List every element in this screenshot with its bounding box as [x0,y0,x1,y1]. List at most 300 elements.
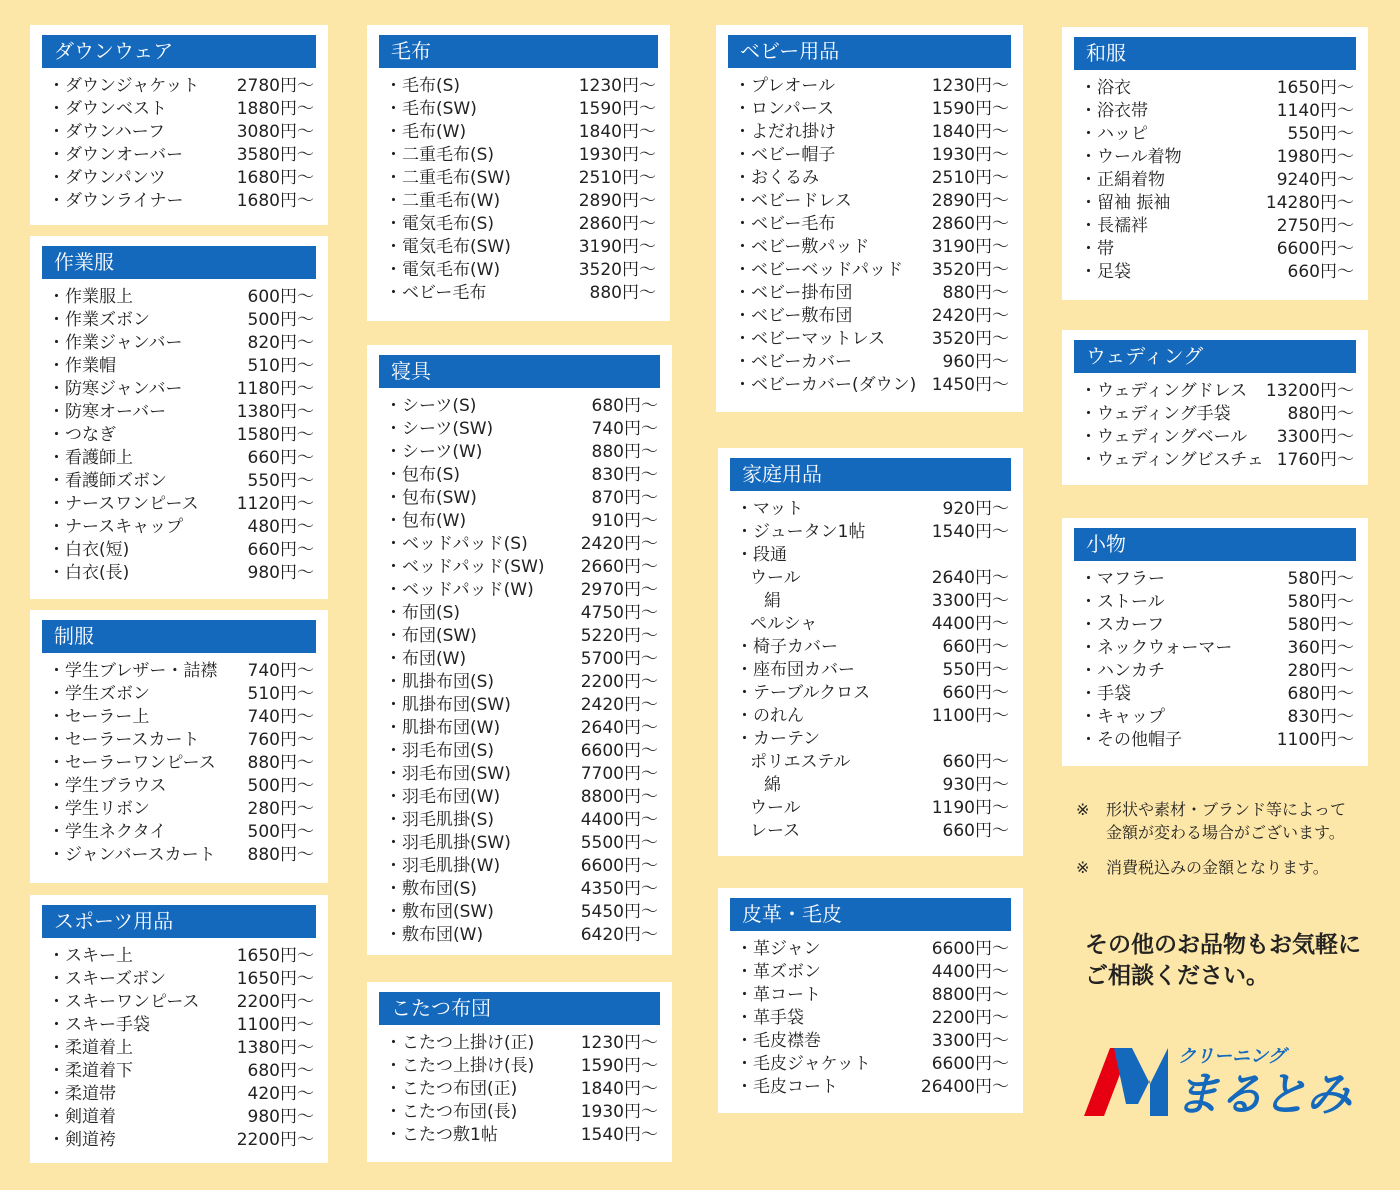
item-price: 2510円〜 [931,168,1009,188]
item-price: 660円〜 [942,821,1009,841]
price-row [48,1014,314,1037]
item-name: ・学生リボン [48,799,150,819]
item-name: ・ナースワンピース [48,494,199,514]
section-down [30,25,328,225]
item-price: 360円〜 [1287,638,1354,658]
section-baby [716,25,1023,412]
section-title: ダウンウェア [42,35,316,68]
item-list [48,945,314,1152]
price-row [385,602,658,625]
item-price: 880円〜 [591,442,658,462]
price-row [1080,449,1354,472]
item-name: ・革ズボン [736,962,821,982]
price-row [385,144,656,167]
item-name: ・ナースキャップ [48,517,184,537]
item-name: ・ダウンジャケット [48,76,200,96]
item-price: 500円〜 [247,822,314,842]
item-name: ・セーラーワンピース [48,753,216,773]
item-price: 1680円〜 [236,168,314,188]
item-price: 580円〜 [1287,569,1354,589]
item-name: ・スキーワンピース [48,992,200,1012]
section-sports [30,895,328,1163]
item-price: 14280円〜 [1265,193,1354,213]
price-row [736,682,1009,705]
item-price: 580円〜 [1287,592,1354,612]
item-name: ・ベビー帽子 [734,145,836,165]
item-name: ・包布(W) [385,511,467,531]
price-row [48,539,314,562]
price-row [1080,614,1354,637]
item-price: 1140円〜 [1276,101,1354,121]
item-price: 26400円〜 [920,1077,1009,1097]
price-row [385,556,658,579]
item-price: 2780円〜 [236,76,314,96]
item-price: 550円〜 [942,660,1009,680]
price-row [385,395,658,418]
price-row [736,1076,1009,1099]
price-row [385,924,658,947]
item-name: ウール [750,568,801,588]
item-price: 8800円〜 [931,985,1009,1005]
inquiry-message [1085,930,1361,992]
price-row [385,418,658,441]
item-name: ・革手袋 [736,1008,804,1028]
item-name: ・手袋 [1080,684,1131,704]
price-row [48,493,314,516]
price-row [385,1101,658,1124]
item-name: ・スキー上 [48,946,133,966]
section-title: ウェディング [1074,340,1356,373]
price-row [385,878,658,901]
item-price: 2890円〜 [931,191,1009,211]
item-price: 1980円〜 [1276,147,1354,167]
price-row [1080,591,1354,614]
item-name: ・羽毛肌掛(SW) [385,833,511,853]
price-row [385,259,656,282]
item-name: ・毛布(W) [385,122,467,142]
price-row [1080,192,1354,215]
item-name: ・布団(SW) [385,626,477,646]
item-price: 1840円〜 [931,122,1009,142]
price-row [48,355,314,378]
price-row [385,809,658,832]
item-name: ・テーブルクロス [736,683,871,703]
logo [1080,1040,1370,1120]
item-price: 1680円〜 [236,191,314,211]
section-home [718,448,1023,856]
item-price: 930円〜 [942,775,1009,795]
price-row [736,613,1009,636]
item-name: レース [750,821,801,841]
note-line: 消費税込みの金額となります。 [1106,858,1329,877]
price-row [48,821,314,844]
price-row [48,424,314,447]
price-row [1080,380,1354,403]
section-bedding [367,345,672,955]
item-price: 1590円〜 [580,1056,658,1076]
item-name: ・二重毛布(S) [385,145,495,165]
item-name: ・プレオール [734,76,835,96]
item-price: 4400円〜 [931,962,1009,982]
price-row [48,121,314,144]
item-price: 1650円〜 [1276,78,1354,98]
item-name: ・その他帽子 [1080,730,1182,750]
item-name: ・白衣(長) [48,563,130,583]
price-row [1080,706,1354,729]
item-price: 550円〜 [1287,124,1354,144]
item-name: ・シーツ(S) [385,396,477,416]
item-price: 6600円〜 [1276,239,1354,259]
item-list [1080,380,1354,472]
item-price: 2860円〜 [931,214,1009,234]
item-name: ・マット [736,499,804,519]
price-row [48,844,314,867]
price-row [734,167,1009,190]
item-name: ・羽毛肌掛(S) [385,810,495,830]
item-price: 1930円〜 [580,1102,658,1122]
item-price: 830円〜 [1287,707,1354,727]
item-price: 4400円〜 [931,614,1009,634]
inquiry-line: ご相談ください。 [1085,963,1269,989]
item-price: 550円〜 [247,471,314,491]
item-price: 510円〜 [247,356,314,376]
price-row [1080,568,1354,591]
item-name: ・ベビー毛布 [734,214,836,234]
price-row [48,775,314,798]
item-price: 600円〜 [247,287,314,307]
price-row [734,190,1009,213]
item-name: ・毛布(SW) [385,99,477,119]
item-price: 6600円〜 [580,856,658,876]
item-name: ・白衣(短) [48,540,130,560]
item-name: ・ダウンハーフ [48,122,165,142]
price-row [734,259,1009,282]
price-row [736,797,1009,820]
item-name: ・電気毛布(S) [385,214,495,234]
price-row [734,75,1009,98]
price-row [385,464,658,487]
price-row [385,236,656,259]
item-price: 2200円〜 [236,992,314,1012]
price-row [734,121,1009,144]
price-row [1080,683,1354,706]
price-row [48,1037,314,1060]
price-row [385,487,658,510]
item-price: 3520円〜 [578,260,656,280]
item-name: ・ジュータン1帖 [736,522,866,542]
item-price: 2860円〜 [578,214,656,234]
price-row [736,705,1009,728]
item-name: ・ウェディング手袋 [1080,404,1231,424]
item-name: ・敷布団(W) [385,925,484,945]
note [1076,856,1346,879]
item-price: 420円〜 [247,1084,314,1104]
item-name: ・柔道着上 [48,1038,133,1058]
item-name: ・ウール着物 [1080,147,1182,167]
section-kotatsu [367,982,672,1162]
item-name: ・ストール [1080,592,1165,612]
item-price: 3520円〜 [931,260,1009,280]
item-price: 2200円〜 [580,672,658,692]
item-price: 1760円〜 [1276,450,1354,470]
item-price: 1230円〜 [931,76,1009,96]
price-row [734,213,1009,236]
price-row [736,567,1009,590]
price-row [385,441,658,464]
item-name: ・布団(W) [385,649,467,669]
item-name: ・ベッドパッド(S) [385,534,528,554]
item-name: ・足袋 [1080,262,1131,282]
item-name: ・セーラー上 [48,707,150,727]
item-name: ・ロンパース [734,99,834,119]
item-price: 1380円〜 [236,1038,314,1058]
item-name: 絹 [764,591,781,611]
item-price: 660円〜 [247,448,314,468]
item-name: ・座布団カバー [736,660,855,680]
logo-mark-icon [1080,1044,1172,1120]
section-title: スポーツ用品 [42,905,316,938]
item-price: 580円〜 [1287,615,1354,635]
item-price: 980円〜 [247,1107,314,1127]
price-row [48,1083,314,1106]
item-name: ・剣道袴 [48,1130,116,1150]
item-name: ・ハッピ [1080,124,1148,144]
item-price: 1540円〜 [580,1125,658,1145]
item-name: ・セーラースカート [48,730,200,750]
notes [1076,798,1346,891]
price-row [734,351,1009,374]
price-row [734,236,1009,259]
item-price: 1380円〜 [236,402,314,422]
item-list [736,938,1009,1099]
price-row [1080,100,1354,123]
price-row [385,1124,658,1147]
note [1076,798,1346,844]
item-price: 3300円〜 [931,591,1009,611]
price-row [385,648,658,671]
item-name: ・正絹着物 [1080,170,1165,190]
item-price: 1650円〜 [236,969,314,989]
item-name: ・敷布団(S) [385,879,478,899]
item-name: ・こたつ布団(長) [385,1102,518,1122]
section-title: 作業服 [42,246,316,279]
price-row [736,1053,1009,1076]
item-name: ・浴衣帯 [1080,101,1148,121]
item-price: 500円〜 [247,776,314,796]
item-price: 3300円〜 [931,1031,1009,1051]
price-row [1080,169,1354,192]
item-price: 280円〜 [247,799,314,819]
price-row [1080,215,1354,238]
item-price: 3190円〜 [578,237,656,257]
item-name: ・スキーズボン [48,969,167,989]
price-row [1080,403,1354,426]
item-list [1080,568,1354,752]
price-row [48,1129,314,1152]
item-name: ・学生ブレザー・詰襟 [48,661,218,681]
item-name: ・ベビー敷パッド [734,237,870,257]
item-price: 660円〜 [942,683,1009,703]
item-price: 1180円〜 [236,379,314,399]
item-name: ・毛布(S) [385,76,461,96]
item-price: 3080円〜 [236,122,314,142]
item-name: ・学生ネクタイ [48,822,167,842]
item-name: ・布団(S) [385,603,461,623]
item-price: 2200円〜 [931,1008,1009,1028]
price-row [385,510,658,533]
item-name: ・のれん [736,706,804,726]
item-name: ・こたつ敷1帖 [385,1125,498,1145]
price-row [734,305,1009,328]
price-row [48,332,314,355]
price-row [48,286,314,309]
price-row [736,984,1009,1007]
item-name: ウール [750,798,801,818]
price-row [385,625,658,648]
item-price: 3190円〜 [931,237,1009,257]
price-row [48,706,314,729]
section-title: こたつ布団 [379,992,660,1025]
item-list [385,395,658,947]
price-row [385,717,658,740]
item-name: ・毛皮ジャケット [736,1054,871,1074]
section-kimono [1062,27,1368,300]
item-name: ・ダウンパンツ [48,168,166,188]
item-name: ・看護師上 [48,448,133,468]
price-row [48,75,314,98]
price-row [48,309,314,332]
item-name: ・羽毛肌掛(W) [385,856,501,876]
price-row [48,991,314,1014]
item-name: ・ジャンバースカート [48,845,216,865]
logo-subtext: クリーニング [1178,1046,1286,1067]
item-list [734,75,1009,397]
item-price: 5450円〜 [580,902,658,922]
item-price: 7700円〜 [580,764,658,784]
item-name: ・二重毛布(W) [385,191,501,211]
item-name: ・二重毛布(SW) [385,168,511,188]
price-row [385,1055,658,1078]
price-row [736,961,1009,984]
section-wedding [1062,330,1368,485]
price-row [48,401,314,424]
item-price: 3300円〜 [1276,427,1354,447]
item-name: ・学生ズボン [48,684,150,704]
price-row [48,729,314,752]
item-name: ・帯 [1080,239,1114,259]
item-list [385,75,656,305]
section-title: 制服 [42,620,316,653]
item-price: 1190円〜 [931,798,1009,818]
item-name: ・革コート [736,985,821,1005]
item-name: ・こたつ布団(正) [385,1079,518,1099]
price-row [385,1032,658,1055]
item-name: ・肌掛布団(S) [385,672,495,692]
price-row [1080,426,1354,449]
item-price: 880円〜 [1287,404,1354,424]
section-title: ベビー用品 [728,35,1011,68]
logo-wordmark: まるとみ [1174,1067,1350,1121]
price-row [736,521,1009,544]
item-price: 2420円〜 [931,306,1009,326]
item-price: 9240円〜 [1276,170,1354,190]
item-name: ・ベビーカバー(ダウン) [734,375,917,395]
item-name: ・ハンカチ [1080,661,1165,681]
item-price: 5220円〜 [580,626,658,646]
section-work [30,236,328,599]
item-name: ・作業ズボン [48,310,150,330]
price-row [385,533,658,556]
price-row [385,786,658,809]
item-price: 4750円〜 [580,603,658,623]
item-name: ・ベビー掛布団 [734,283,853,303]
item-name: ・作業ジャンバー [48,333,183,353]
item-price: 1230円〜 [578,76,656,96]
item-name: ・ベッドパッド(SW) [385,557,545,577]
item-name: ・キャップ [1080,707,1165,727]
item-price: 680円〜 [247,1061,314,1081]
item-name: ・ダウンライナー [48,191,184,211]
price-row [385,671,658,694]
item-price: 1590円〜 [931,99,1009,119]
item-name: ・電気毛布(SW) [385,237,511,257]
item-price: 740円〜 [247,707,314,727]
price-row [1080,238,1354,261]
price-row [48,447,314,470]
price-row [1080,123,1354,146]
inquiry-line: その他のお品物もお気軽に [1085,932,1361,958]
section-blanket [367,25,670,321]
item-name: ・留袖 振袖 [1080,193,1171,213]
item-name: ・看護師ズボン [48,471,167,491]
item-price: 1880円〜 [236,99,314,119]
item-name: ・ベビーカバー [734,352,852,372]
item-name: ・ウェディングドレス [1080,381,1248,401]
item-price: 280円〜 [1287,661,1354,681]
price-row [385,282,656,305]
item-price: 8800円〜 [580,787,658,807]
item-price: 960円〜 [942,352,1009,372]
item-price: 1540円〜 [931,522,1009,542]
item-price: 880円〜 [942,283,1009,303]
item-name: ・剣道着 [48,1107,116,1127]
item-price: 2640円〜 [931,568,1009,588]
note-mark: ※ [1076,858,1090,877]
price-row [48,516,314,539]
item-name: ・椅子カバー [736,637,838,657]
item-price: 4350円〜 [580,879,658,899]
item-name: ・浴衣 [1080,78,1131,98]
item-price: 5500円〜 [580,833,658,853]
item-name: ・作業帽 [48,356,116,376]
item-name: ・スカーフ [1080,615,1165,635]
price-row [734,374,1009,397]
item-name: ・敷布団(SW) [385,902,494,922]
price-row [736,590,1009,613]
price-row [385,190,656,213]
item-price: 910円〜 [591,511,658,531]
item-name: ・ネックウォーマー [1080,638,1233,658]
item-name: ・こたつ上掛け(長) [385,1056,535,1076]
item-name: ・羽毛布団(SW) [385,764,511,784]
item-price: 760円〜 [247,730,314,750]
item-price: 740円〜 [591,419,658,439]
item-name: ・ベビードレス [734,191,852,211]
item-list [48,75,314,213]
price-row [48,1060,314,1083]
item-name: ・ベッドパッド(W) [385,580,534,600]
item-name: ・肌掛布団(SW) [385,695,511,715]
